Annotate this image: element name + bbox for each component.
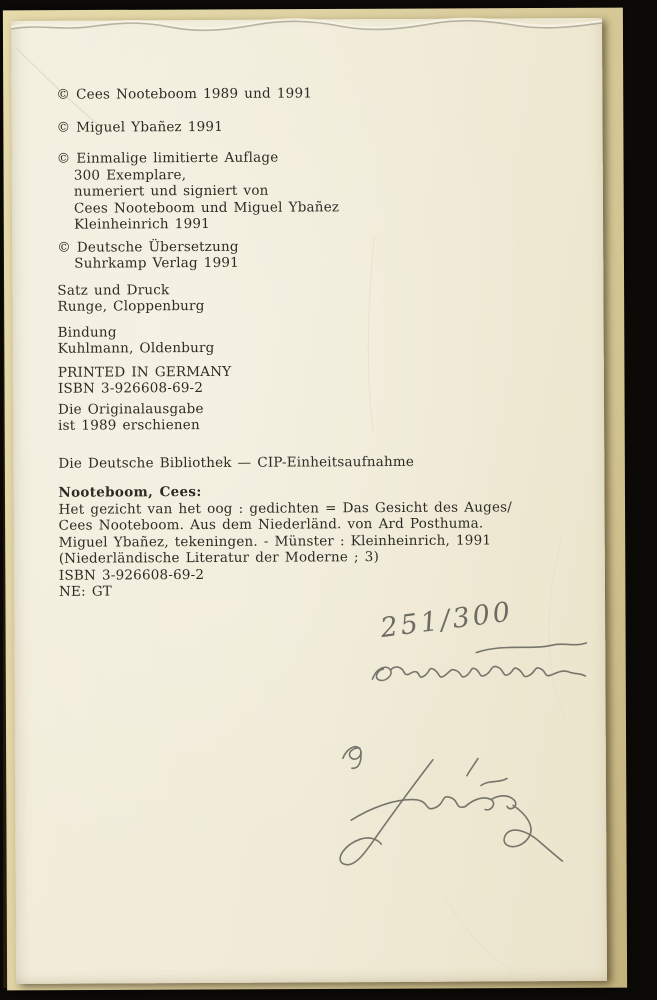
copyright-translation	[57, 237, 567, 273]
printing-isbn	[58, 362, 568, 398]
cip-header-line: Die Deutsche Bibliothek — CIP-Einheitsaufnahme	[58, 453, 415, 472]
original-edition-note	[58, 399, 568, 435]
credit-line: Bindung	[57, 323, 117, 341]
copyright-ybanez	[57, 117, 567, 136]
cip-entry-line: (Niederländische Literatur der Moderne ; 3)	[58, 549, 380, 567]
cip-entry-line: ISBN 3-926608-69-2	[58, 566, 205, 584]
cip-entry-line: Cees Nooteboom. Aus dem Niederländ. von Ard Posthuma.	[58, 515, 484, 534]
credit-line: Runge, Cloppenburg	[57, 297, 205, 315]
isbn-line: ISBN 3-926608-69-2	[57, 379, 204, 397]
copyright-nooteboom	[56, 84, 566, 103]
colophon-page	[11, 18, 607, 984]
copyright-line: © Cees Nooteboom 1989 und 1991	[56, 85, 313, 103]
edition-detail-line: 300 Exemplare,	[73, 166, 187, 184]
binding-credit	[58, 322, 568, 358]
edition-detail-line: Cees Nooteboom und Miguel Ybañez	[73, 198, 340, 217]
colophon-text	[56, 84, 569, 600]
miguel-ybanez-signature	[315, 733, 566, 884]
handwritten-edition-number: 251/300	[378, 596, 515, 645]
typesetting-credit	[57, 280, 567, 316]
printed-in-line: PRINTED IN GERMANY	[57, 363, 232, 381]
copyright-line: © Miguel Ybañez 1991	[56, 118, 224, 136]
cip-entry-line: Het gezicht van het oog : gedichten = Das Gesicht des Auges/	[58, 498, 513, 518]
deckle-edge	[11, 15, 602, 34]
cip-header	[58, 453, 568, 472]
note-line: ist 1989 erschienen	[58, 417, 200, 434]
credit-line: Kuhlmann, Oldenburg	[57, 339, 215, 357]
copyright-line: © Einmalige limitierte Auflage	[56, 149, 279, 167]
credit-line: Satz und Druck	[57, 281, 170, 299]
cip-entry-line: Miguel Ybañez, tekeningen. - Münster : Kleinheinrich, 1991	[58, 531, 492, 551]
publisher-line: Suhrkamp Verlag 1991	[74, 254, 239, 272]
cip-entry-heading: Nooteboom, Cees:	[58, 484, 202, 501]
edition-detail-line: numeriert und signiert von	[73, 182, 269, 200]
edition-detail-line: Kleinheinrich 1991	[74, 215, 210, 233]
cees-nooteboom-signature	[364, 638, 596, 701]
note-line: Die Originalausgabe	[57, 400, 204, 418]
cip-entry	[58, 482, 569, 600]
limited-edition-note	[57, 148, 567, 233]
cip-entry-line: NE: GT	[58, 583, 113, 600]
copyright-line: © Deutsche Übersetzung	[57, 238, 239, 256]
